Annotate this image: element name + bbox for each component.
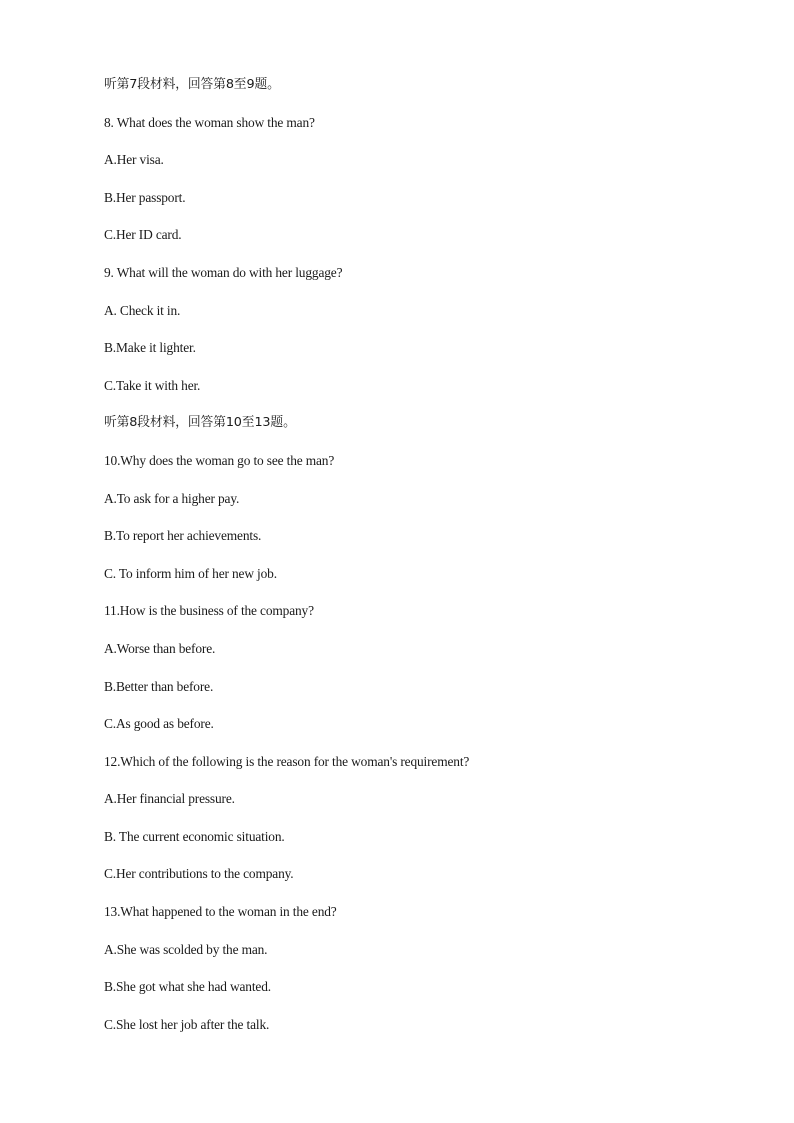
section-heading: 听第7段材料，回答第8至9题。 — [104, 77, 280, 92]
answer-option: A. Check it in. — [104, 302, 181, 318]
answer-option: B.To report her achievements. — [104, 528, 262, 544]
answer-option: C. To inform him of her new job. — [104, 565, 277, 581]
section-heading: 听第8段材料，回答第10至13题。 — [104, 415, 296, 431]
answer-option: B.Her passport. — [104, 189, 186, 205]
answer-option: C.Her contributions to the company. — [104, 866, 294, 882]
answer-option: A.Her visa. — [104, 152, 164, 168]
answer-option: C.She lost her job after the talk. — [104, 1016, 270, 1032]
answer-option: A.Worse than before. — [104, 640, 216, 656]
question-stem: 10.Why does the woman go to see the man? — [104, 452, 335, 468]
question-stem: 8. What does the woman show the man? — [104, 114, 315, 130]
answer-option: A.She was scolded by the man. — [104, 941, 268, 957]
answer-option: B. The current economic situation. — [104, 828, 285, 844]
answer-option: A.Her financial pressure. — [104, 791, 235, 807]
answer-option: A.To ask for a higher pay. — [104, 490, 240, 506]
answer-option: B.She got what she had wanted. — [104, 979, 271, 995]
answer-option: C.Her ID card. — [104, 227, 182, 243]
answer-option: C.As good as before. — [104, 716, 214, 732]
question-stem: 13.What happened to the woman in the end? — [104, 904, 337, 920]
answer-option: B.Better than before. — [104, 678, 214, 694]
question-stem: 11.How is the business of the company? — [104, 603, 314, 619]
question-stem: 9. What will the woman do with her luggage? — [104, 264, 343, 280]
question-stem: 12.Which of the following is the reason for the woman's requirement? — [104, 753, 470, 769]
answer-option: C.Take it with her. — [104, 377, 201, 393]
listening-questions — [104, 74, 744, 1051]
answer-option: B.Make it lighter. — [104, 340, 196, 356]
